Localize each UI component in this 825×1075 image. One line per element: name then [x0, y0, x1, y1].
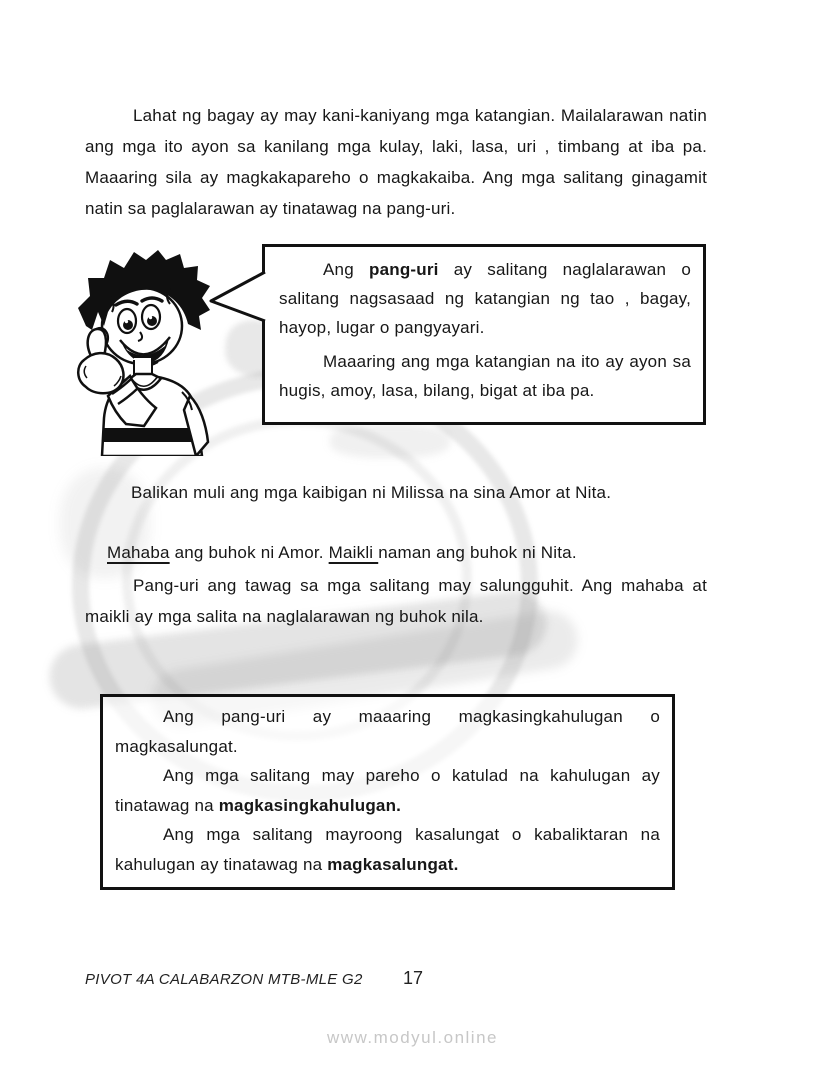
summary-paragraph-2	[115, 761, 660, 820]
footer-module-title: PIVOT 4A CALABARZON MTB-MLE G2	[85, 971, 363, 988]
explanation-paragraph: Pang-uri ang tawag sa mga salitang may salungguhit. Ang mahaba at maikli ay mga salita na naglalarawan ng buhok nila.	[85, 576, 707, 626]
speech-bubble-tail	[205, 269, 267, 325]
speech-paragraph-2: Maaaring ang mga katangian na ito ay ayon sa hugis, amoy, lasa, bilang, bigat at iba pa.	[279, 352, 691, 400]
summary-p3-text: Ang mga salitang mayroong kasalungat o kabaliktaran na kahulugan ay tinatawag na	[115, 825, 660, 874]
speech-paragraph-1	[279, 255, 691, 342]
magkasingkahulugan-term: magkasingkahulugan.	[218, 795, 402, 815]
speech-p1-before: Ang	[323, 260, 370, 279]
intro-paragraph: Lahat ng bagay ay may kani-kaniyang mga katangian. Mailalarawan natin ang mga ito ayon sa kanilang mga kulay, laki, lasa, uri , timbang at iba pa. Maaaring sila ay magkakapareho o magkakaiba. Ang mga salitang ginagamit natin sa paglalarawan ay tinatawag na pang-uri.	[85, 106, 707, 218]
underlined-word-mahaba: Mahaba	[107, 543, 170, 562]
balikan-line: Balikan muli ang mga kaibigan ni Milissa na sina Amor at Nita.	[131, 483, 612, 502]
magkasalungat-term: magkasalungat.	[327, 854, 459, 874]
underlined-word-maikli: Maikli	[328, 543, 379, 562]
page-number: 17	[403, 968, 424, 988]
definition-speech-bubble	[262, 244, 706, 425]
summary-box	[100, 694, 675, 890]
summary-p2-text: Ang mga salitang may pareho o katulad na kahulugan ay tinatawag na	[115, 766, 660, 815]
summary-paragraph-3	[115, 820, 660, 879]
speech-p1-after: ay salitang naglalarawan o salitang nagsasaad ng katangian ng tao , bagay, hayop, lugar o pangyayari.	[279, 260, 691, 337]
stamp-watermark-patch	[330, 424, 450, 458]
site-watermark: www.modyul.online	[326, 1028, 498, 1047]
pang-uri-term: pang-uri	[369, 260, 439, 279]
example-sentence	[85, 537, 707, 568]
example-text-1: ang buhok ni Amor.	[169, 543, 329, 562]
summary-paragraph-1: Ang pang-uri ay maaaring magkasingkahulugan o magkasalungat.	[115, 707, 660, 756]
example-text-2: naman ang buhok ni Nita.	[378, 543, 577, 562]
